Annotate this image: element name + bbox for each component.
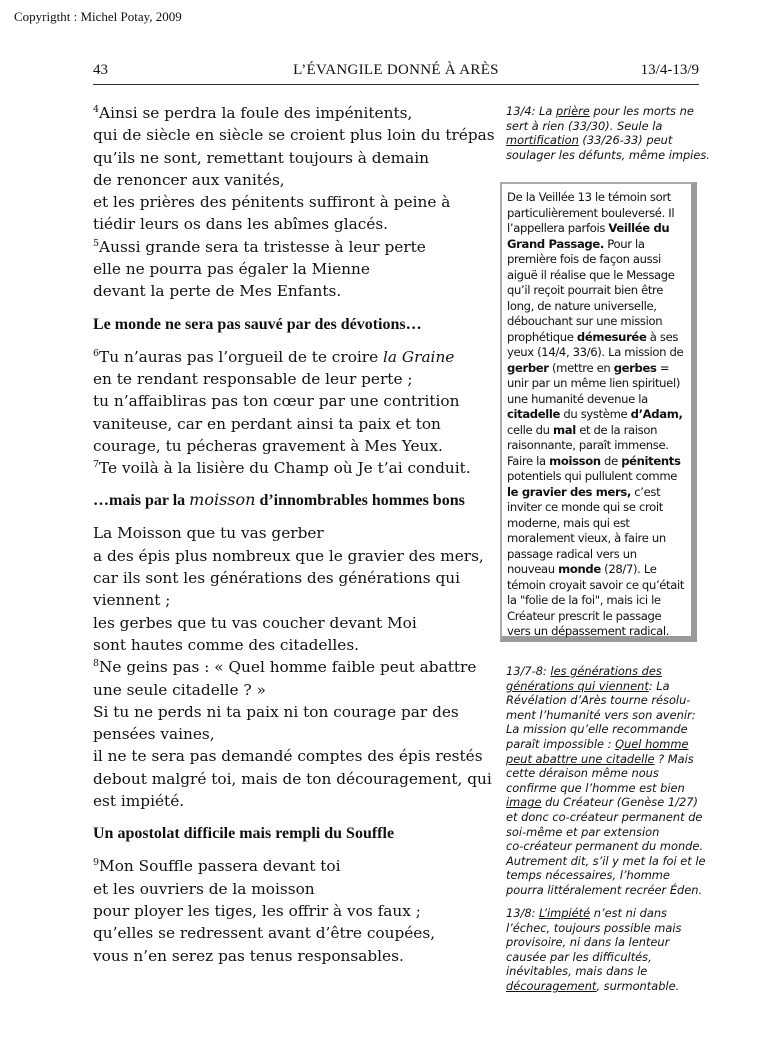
box-line: long, de nature universelle, — [507, 298, 657, 313]
text-line: $^4$Ainsi se perdra la foule des impénitents, — [93, 104, 413, 122]
paragraph-verses-6-7 — [93, 346, 499, 480]
margin-note-13-4 — [506, 104, 710, 162]
margin-note-13-7-8 — [506, 664, 706, 898]
box-line: unir par un même lien spirituel) — [507, 376, 680, 390]
text-line: debout malgré toi, mais de ton découragement, qui — [93, 769, 492, 788]
box-line: première fois de façon aussi — [507, 252, 661, 266]
verse-number: 6 — [93, 347, 100, 359]
note-line: La mission qu’elle recommande — [506, 722, 688, 737]
paragraph-verse-9 — [93, 855, 499, 966]
text-line: qu’ils ne sont, remettant toujours à demain — [93, 148, 429, 167]
note-line: et donc co-créateur permanent de — [506, 809, 703, 824]
box-line: inviter ce monde qui se croit — [507, 500, 663, 514]
section-heading: Le monde ne sera pas sauvé par des dévotions… — [93, 315, 422, 333]
text-line: tu n’affaibliras pas ton cœur par une contrition — [93, 392, 460, 411]
commentary-box — [500, 182, 697, 642]
text-line: qui de siècle en siècle se croient plus loin du trépas — [93, 126, 495, 145]
note-line: mortification (33/26-33) peut — [506, 133, 673, 148]
text-line: vous n’en serez pas tenus responsables. — [93, 946, 404, 965]
text-line: Si tu ne perds ni ta paix ni ton courage par des — [93, 702, 459, 721]
text-line: elle ne pourra pas égaler la Mienne — [93, 260, 370, 279]
text-line: $^7$Te voilà à la lisière du Champ où Je t’ai conduit. — [93, 459, 471, 478]
text-line: pensées vaines, — [93, 725, 215, 744]
header-divider — [93, 84, 699, 85]
note-line: co-créateur permanent du monde. — [506, 839, 704, 854]
note-line: générations qui viennent: La — [506, 678, 670, 693]
note-line: l’échec, toujours possible mais — [506, 920, 682, 935]
verse-range: 13/4-13/9 — [640, 62, 699, 78]
text-line: pour ployer les tiges, les offrir à vos faux ; — [93, 901, 421, 920]
note-line: Autrement dit, s’il y met la foi et le — [506, 853, 706, 868]
section-heading: …mais par la moisson d’innombrables hommes bons — [93, 490, 465, 510]
box-line: qu’il reçoit pourrait bien être — [507, 283, 663, 297]
note-line: paraît impossible : Quel homme — [506, 736, 689, 751]
verse-number: 5 — [93, 237, 100, 249]
box-line: potentiels qui pullulent comme — [507, 469, 678, 483]
text-line: tiédir leurs os dans les abîmes glacés. — [93, 215, 389, 234]
text-line: viennent ; — [93, 591, 171, 610]
box-line: vers un dépassement radical. — [507, 624, 670, 638]
text-line: sont hautes comme des citadelles. — [93, 635, 360, 654]
text-line: $^6$Tu n’auras pas l’orgueil de te croire la Graine — [93, 347, 455, 366]
text-line: il ne te sera pas demandé comptes des épis restés — [93, 747, 483, 766]
box-line: Faire la moisson de pénitents — [507, 453, 681, 468]
box-line: De la Veillée 13 le témoin sort — [507, 190, 671, 204]
note-line: Révélation d’Arès tourne résolu- — [506, 693, 691, 708]
text-line: devant la perte de Mes Enfants. — [93, 282, 342, 301]
main-text — [93, 100, 499, 967]
section-heading: Un apostolat difficile mais rempli du Souffle — [93, 825, 395, 843]
box-line: l’appellera parfois Veillée du — [507, 221, 670, 235]
box-line: moralement vieux, à faire un — [507, 531, 666, 545]
note-line: temps nécessaires, l’homme — [506, 868, 670, 883]
text-line: $^8$Ne geins pas : « Quel homme faible peut abattre — [93, 658, 477, 677]
box-line: la "folie de la foi", mais ici le — [507, 593, 661, 607]
text-line: de renoncer aux vanités, — [93, 170, 285, 189]
note-line: confirme que l’homme est bien — [506, 780, 685, 795]
text-line: courage, tu pécheras gravement à Mes Yeux. — [93, 436, 443, 455]
box-line: débouchant sur une mission — [507, 314, 663, 328]
box-line: moderne, mais qui est — [507, 515, 630, 530]
text-line: qu’elles se redressent avant d’être coupées, — [93, 924, 436, 943]
box-line: témoin croyait savoir ce qu’était — [507, 577, 685, 592]
verse-number: 8 — [93, 658, 100, 670]
paragraph-verses-4-5 — [93, 102, 499, 303]
box-line: Créateur prescrit le passage — [507, 608, 662, 623]
page-header — [93, 62, 699, 84]
verse-number: 9 — [93, 857, 100, 869]
box-line: le gravier des mers, c’est — [507, 484, 661, 499]
text-line: car ils sont les générations des générations qui — [93, 569, 461, 588]
box-line: Grand Passage. Pour la — [507, 236, 645, 251]
box-line: yeux (14/4, 33/6). La mission de — [507, 345, 684, 359]
verse-number: 7 — [93, 459, 100, 471]
note-line: pourra littéralement recréer Éden. — [506, 882, 703, 897]
box-line: particulièrement bouleversé. Il — [507, 205, 675, 220]
box-line: raisonnante, paraît immense. — [507, 438, 669, 452]
box-line: nouveau monde (28/7). Le — [507, 562, 657, 576]
copyright-notice: Copyrigtht : Michel Potay, 2009 — [14, 9, 182, 24]
verse-number: 4 — [93, 104, 100, 115]
box-line: celle du mal et de la raison — [507, 422, 658, 437]
note-line: causée par les difficultés, — [506, 949, 652, 964]
note-line: image du Créateur (Genèse 1/27) — [506, 795, 698, 810]
page-title: L’ÉVANGILE DONNÉ À ARÈS — [293, 62, 499, 78]
margin-note-13-8 — [506, 906, 696, 994]
text-line: $^9$Mon Souffle passera devant toi — [93, 857, 341, 876]
note-line: ment l’humanité vers son avenir: — [506, 707, 696, 722]
paragraph-verse-8 — [93, 522, 499, 812]
page-number: 43 — [93, 62, 108, 78]
box-line: aiguë il réalise que le Message — [507, 267, 675, 282]
box-line: prophétique démesurée à ses — [507, 329, 679, 344]
text-line: les gerbes que tu vas coucher devant Moi — [93, 613, 417, 632]
text-line: a des épis plus nombreux que le gravier des mers, — [93, 546, 484, 565]
text-line: $^5$Aussi grande sera ta tristesse à leur perte — [93, 237, 426, 256]
note-line: 13/8: L’impiété n’est ni dans — [506, 906, 667, 920]
note-line: soi-même et par extension — [506, 824, 660, 839]
box-line: gerber (mettre en gerbes = — [507, 360, 670, 375]
text-line: est impiété. — [93, 792, 185, 811]
box-line: citadelle du système d’Adam, — [507, 407, 683, 421]
note-line: 13/7-8: les générations des — [506, 664, 662, 678]
note-line: soulager les défunts, même impies. — [506, 147, 710, 162]
text-line: une seule citadelle ? » — [93, 680, 266, 699]
box-line: passage radical vers un — [507, 546, 637, 561]
note-line: découragement, surmontable. — [506, 978, 680, 993]
text-line: et les ouvriers de la moisson — [93, 879, 315, 898]
note-line: provisoire, ni dans la lenteur — [506, 935, 670, 950]
text-line: en te rendant responsable de leur perte ; — [93, 369, 413, 388]
box-line: une humanité devenue la — [507, 391, 648, 406]
note-line: inévitables, mais dans le — [506, 964, 648, 979]
text-line: La Moisson que tu vas gerber — [93, 524, 324, 543]
note-line: cette déraison même nous — [506, 766, 659, 781]
text-line: vaniteuse, car en perdant ainsi ta paix et ton — [93, 414, 441, 433]
note-line: peut abattre une citadelle ? Mais — [506, 751, 694, 766]
note-line: 13/4: La prière pour les morts ne — [506, 104, 694, 118]
text-line: et les prières des pénitents suffiront à peine à — [93, 193, 451, 212]
note-line: sert à rien (33/30). Seule la — [506, 118, 663, 133]
